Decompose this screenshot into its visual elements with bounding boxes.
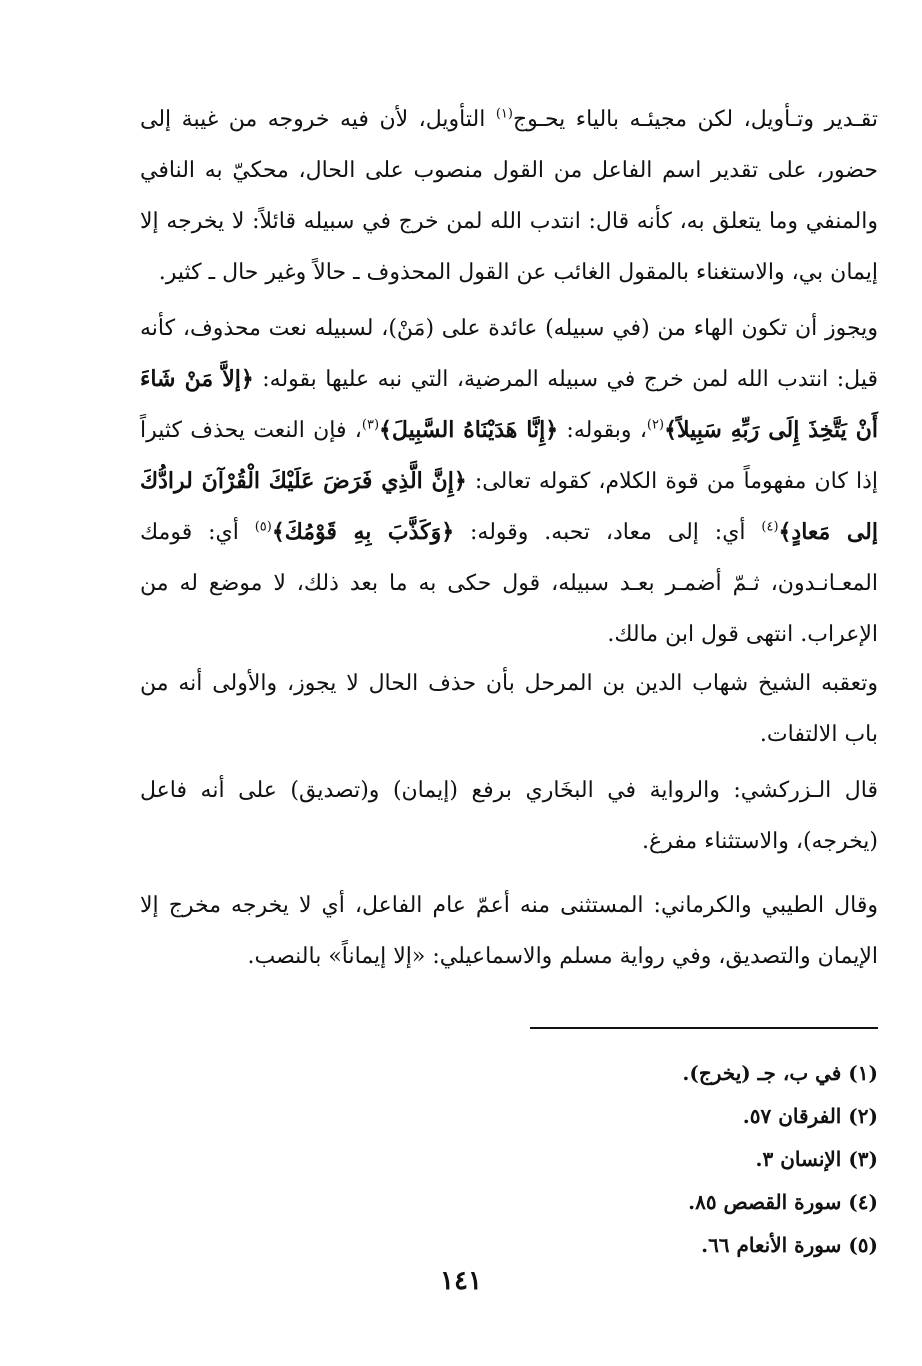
text-segment: ويجوز أن تكون الهاء من (في سبيله) عائدة على (مَنْ)، لسبيله نعت محذوف، كأنه قيل: انتدب الله لمن خرج في سبيله المرضية، التي نبه عليها بقوله: xyxy=(140,316,878,392)
paragraph-4 xyxy=(140,765,878,867)
footnote-4: (٤) سورة القصص ٨٥. xyxy=(688,1190,878,1214)
text-segment: أي: قومك المعـانـدون، ثـمّ أضمـر بعـد سبيله، قول حكى به ما بعد ذلك، لا موضع له من الإعراب. انتهى قول ابن مالك. xyxy=(140,520,878,647)
footnote-5: (٥) سورة الأنعام ٦٦. xyxy=(701,1233,878,1257)
quran-verse: ﴿إِنَّ الَّذِي فَرَضَ عَلَيْكَ الْقُرْآنَ لرادُّكَ إلى مَعادٍ﴾ xyxy=(140,468,878,545)
footnote-reference: (٥) xyxy=(254,519,272,535)
text-segment: تقـدير وتـأويل، لكن مجيئـه بالياء يحـوج xyxy=(512,107,878,132)
footnotes-list xyxy=(500,1052,878,1267)
text-segment: وقال الطيبي والكرماني: المستثنى منه أعمّ عام الفاعل، أي لا يخرجه مخرج إلا الإيمان والتصديق، وفي رواية مسلم والاسماعيلي: «إلا إيماناً» بالنصب. xyxy=(140,893,878,969)
footnote-divider xyxy=(530,1027,878,1029)
footnote-2: (٢) الفرقان ٥٧. xyxy=(742,1104,878,1128)
text-segment: ، فإن النعت يحذف كثيراً إذا كان مفهوماً من قوة الكلام، كقوله تعالى: xyxy=(140,418,878,494)
footnote-reference: (٢) xyxy=(646,417,665,433)
text-segment: قال الـزركشي: والرواية في البخَاري برفع (إيمان) و(تصديق) على أنه فاعل (يخرجه)، والاستثناء مفرغ. xyxy=(140,778,878,854)
text-segment: ، وبقوله: xyxy=(558,418,647,443)
quran-verse: ﴿وَكَذَّبَ بِهِ قَوْمُكَ﴾ xyxy=(271,519,455,545)
paragraph-3 xyxy=(140,658,878,760)
text-segment: أي: إلى معاد، تحبه. وقوله: xyxy=(454,520,762,545)
page-number: ١٤١ xyxy=(440,1266,482,1296)
paragraph-5 xyxy=(140,880,878,982)
quran-verse: ﴿إِنَّا هَدَيْنَاهُ السَّبِيلَ﴾ xyxy=(379,417,559,443)
text-segment: وتعقبه الشيخ شهاب الدين بن المرحل بأن حذف الحال لا يجوز، والأولى أنه من باب الالتفات. xyxy=(140,671,878,747)
text-segment: التأويل، لأن فيه خروجه من غيبة إلى حضور، على تقدير اسم الفاعل من القول منصوب على الحال، محكيّ به النافي والمنفي وما يتعلق به، كأنه قال: انتدب الله لمن خرج في سبيله قائلاً: لا يخرجه إلا إيمان بي، والاستغناء بالمقول الغائب عن القول المحذوف ـ حالاً وغير حال ـ كثير. xyxy=(140,107,878,285)
paragraph-2 xyxy=(140,303,878,660)
paragraph-1 xyxy=(140,94,878,298)
footnote-3: (٣) الإنسان ٣. xyxy=(755,1147,878,1171)
footnote-reference: (٤) xyxy=(761,519,779,535)
quran-verse: ﴿إلاَّ مَنْ شَاءَ أَنْ يَتَّخِذَ إِلَى رَبِّهِ سَبِيلاً﴾ xyxy=(140,366,878,443)
footnote-1: (١) في ب، جـ (يخرج). xyxy=(682,1061,878,1085)
footnote-reference: (٣) xyxy=(361,417,380,433)
footnote-reference: (١) xyxy=(495,106,513,122)
